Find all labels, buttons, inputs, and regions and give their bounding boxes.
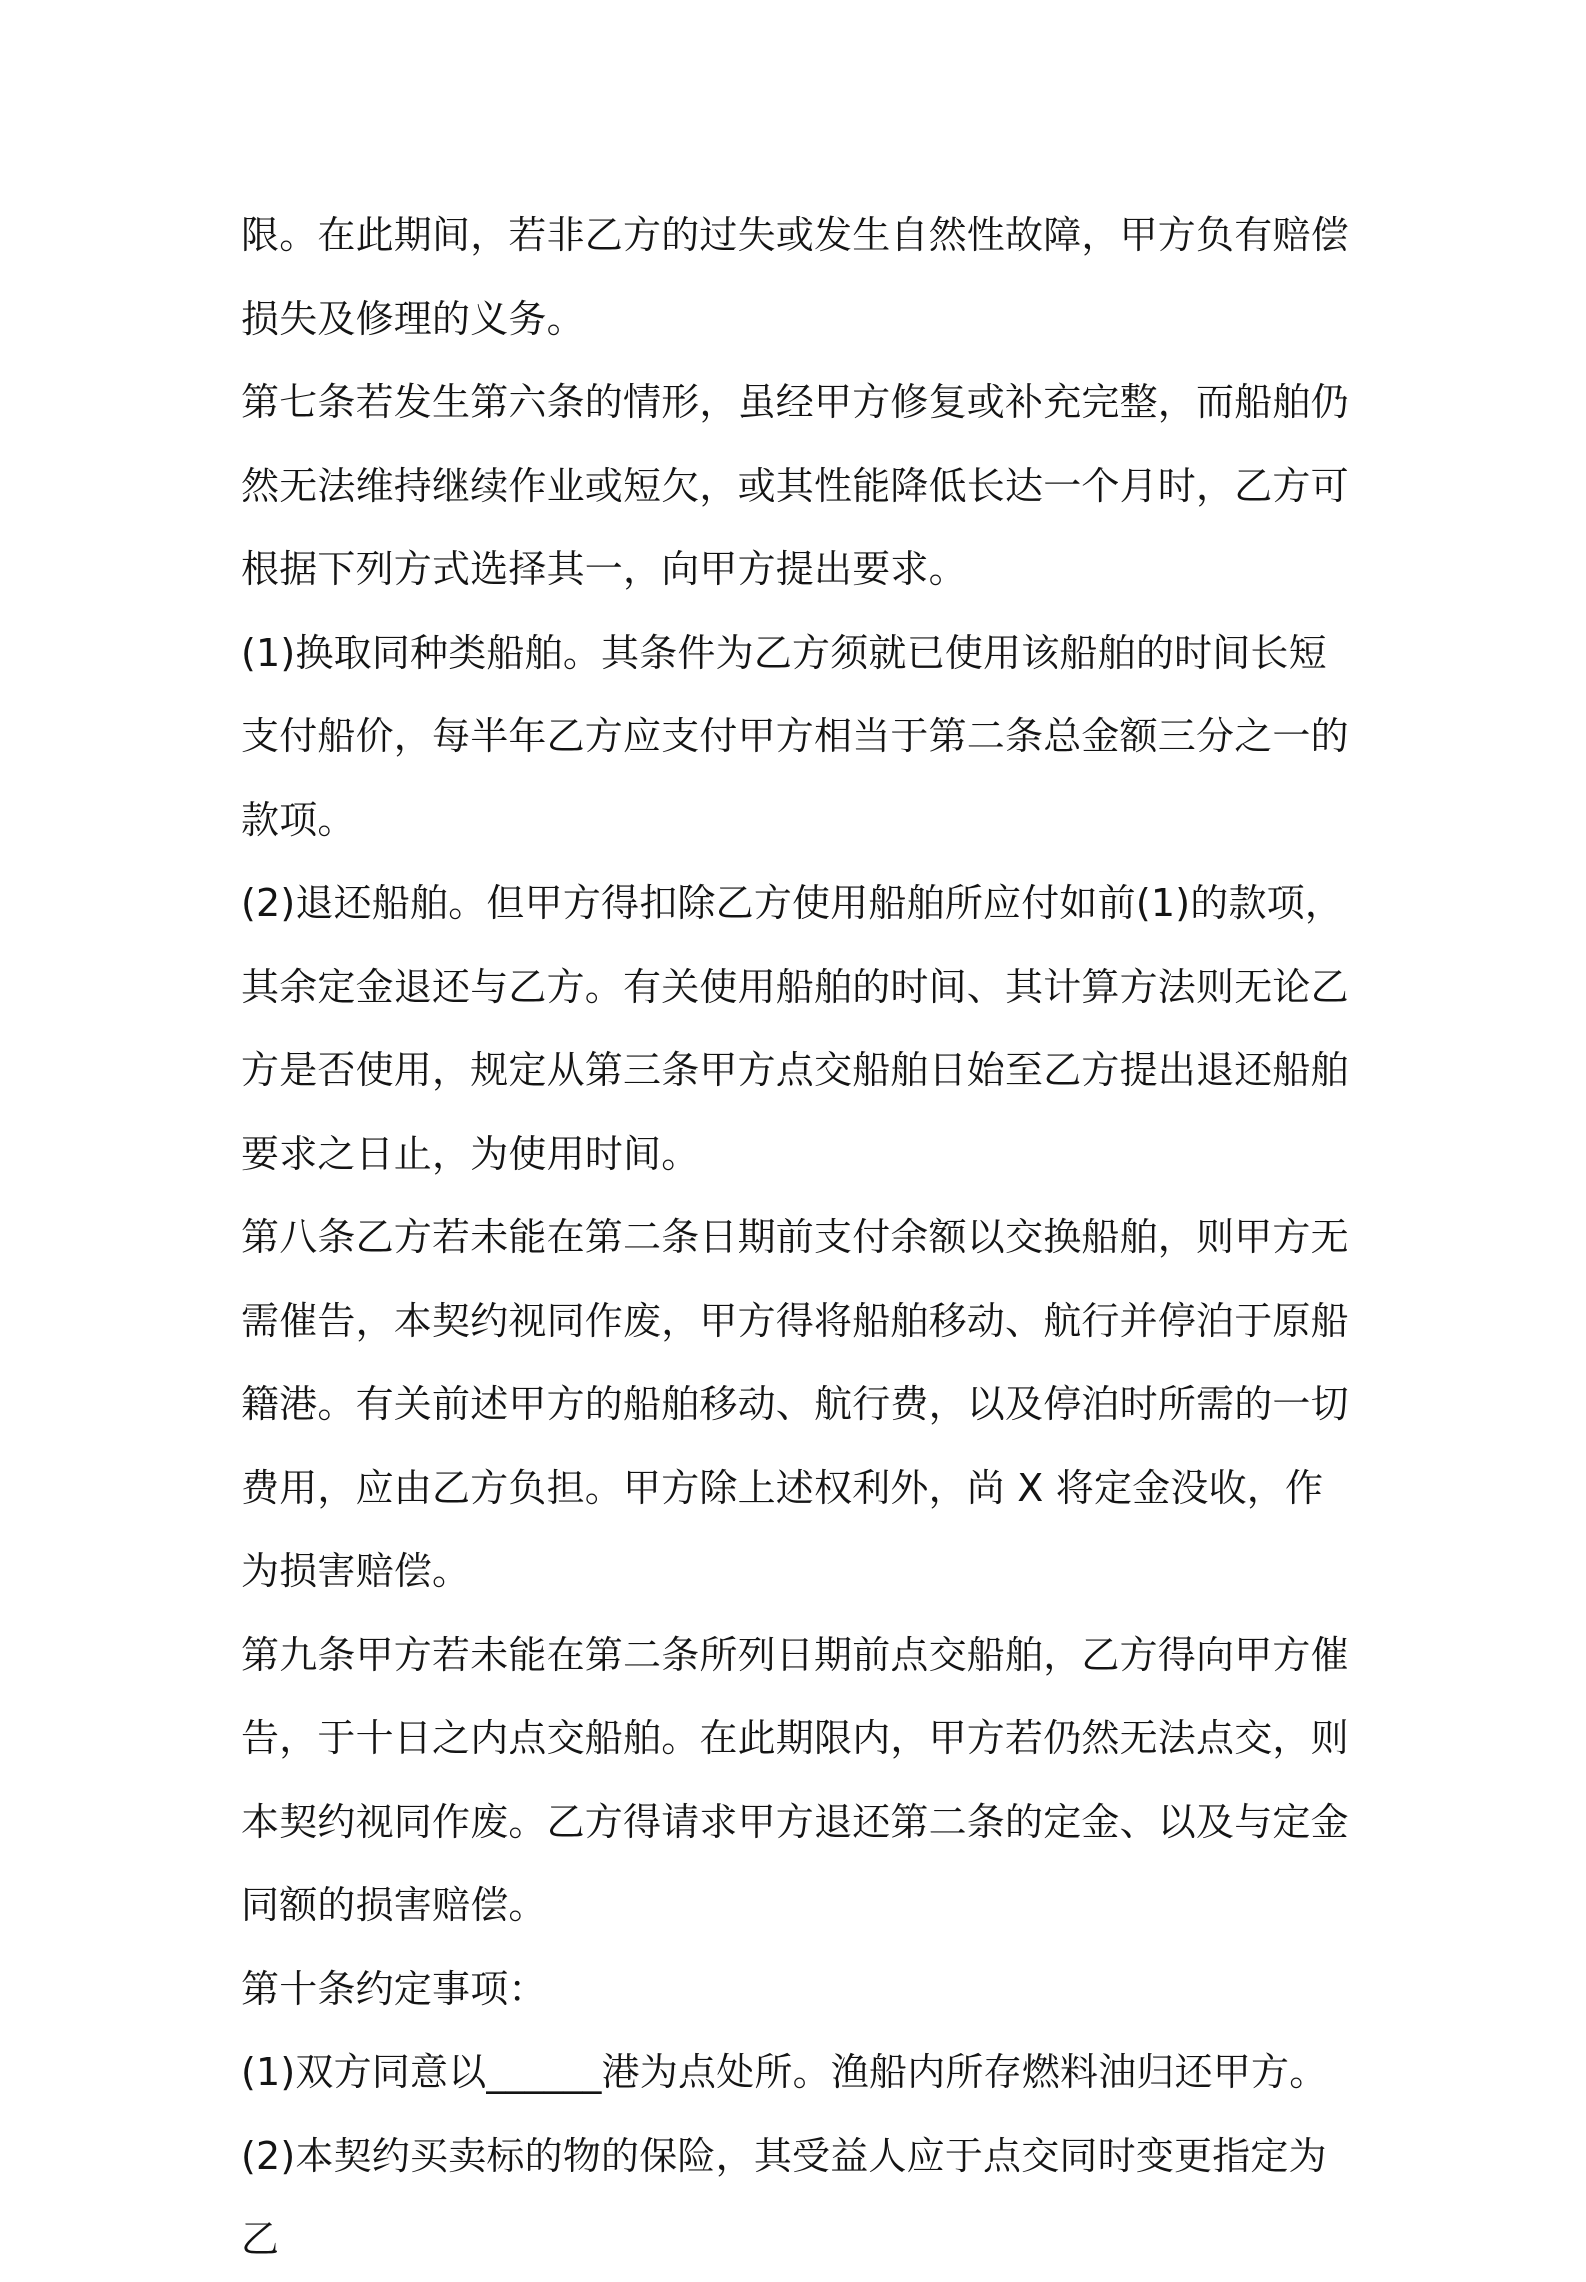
paragraph-article-8: 第八条乙方若未能在第二条日期前支付余额以交换船舶，则甲方无需催告，本契约视同作废，甲方得将船舶移动、航行并停泊于原船籍港。有关前述甲方的船舶移动、航行费，以及停泊时所需的一切费用，应由乙方负担。甲方除上述权利外，尚 X 将定金没收，作为损害赔偿。 <box>241 1215 1349 1593</box>
paragraph-article-7-item-1: (1)换取同种类船舶。其条件为乙方须就已使用该船舶的时间长短支付船价，每半年乙方应支付甲方相当于第二条总金额三分之一的款项。 <box>241 630 1349 842</box>
paragraph-article-9: 第九条甲方若未能在第二条所列日期前点交船舶，乙方得向甲方催告，于十日之内点交船舶。在此期限内，甲方若仍然无法点交，则本契约视同作废。乙方得请求甲方退还第二条的定金、以及与定金同额的损害赔偿。 <box>241 1632 1349 1927</box>
paragraph-article-6-end: 限。在此期间，若非乙方的过失或发生自然性故障，甲方负有赔偿损失及修理的义务。 <box>241 213 1349 341</box>
paragraph-article-10-item-1: (1)双方同意以______港为点处所。渔船内所存燃料油归还甲方。 <box>241 2050 1328 2094</box>
paragraph-article-7-item-2: (2)退还船舶。但甲方得扣除乙方使用船舶所应付如前(1)的款项，其余定金退还与乙方。有关使用船舶的时间、其计算方法则无论乙方是否使用，规定从第三条甲方点交船舶日始至乙方提出退还船舶要求之日止，为使用时间。 <box>241 881 1349 1176</box>
document-body <box>241 194 1361 2282</box>
paragraph-article-7: 第七条若发生第六条的情形，虽经甲方修复或补充完整，而船舶仍然无法维持继续作业或短欠，或其性能降低长达一个月时，乙方可根据下列方式选择其一，向甲方提出要求。 <box>241 380 1349 591</box>
paragraph-article-10-heading: 第十条约定事项： <box>241 1966 547 2011</box>
paragraph-article-10-item-2: (2)本契约买卖标的物的保险，其受益人应于点交同时变更指定为乙 <box>241 2133 1327 2261</box>
